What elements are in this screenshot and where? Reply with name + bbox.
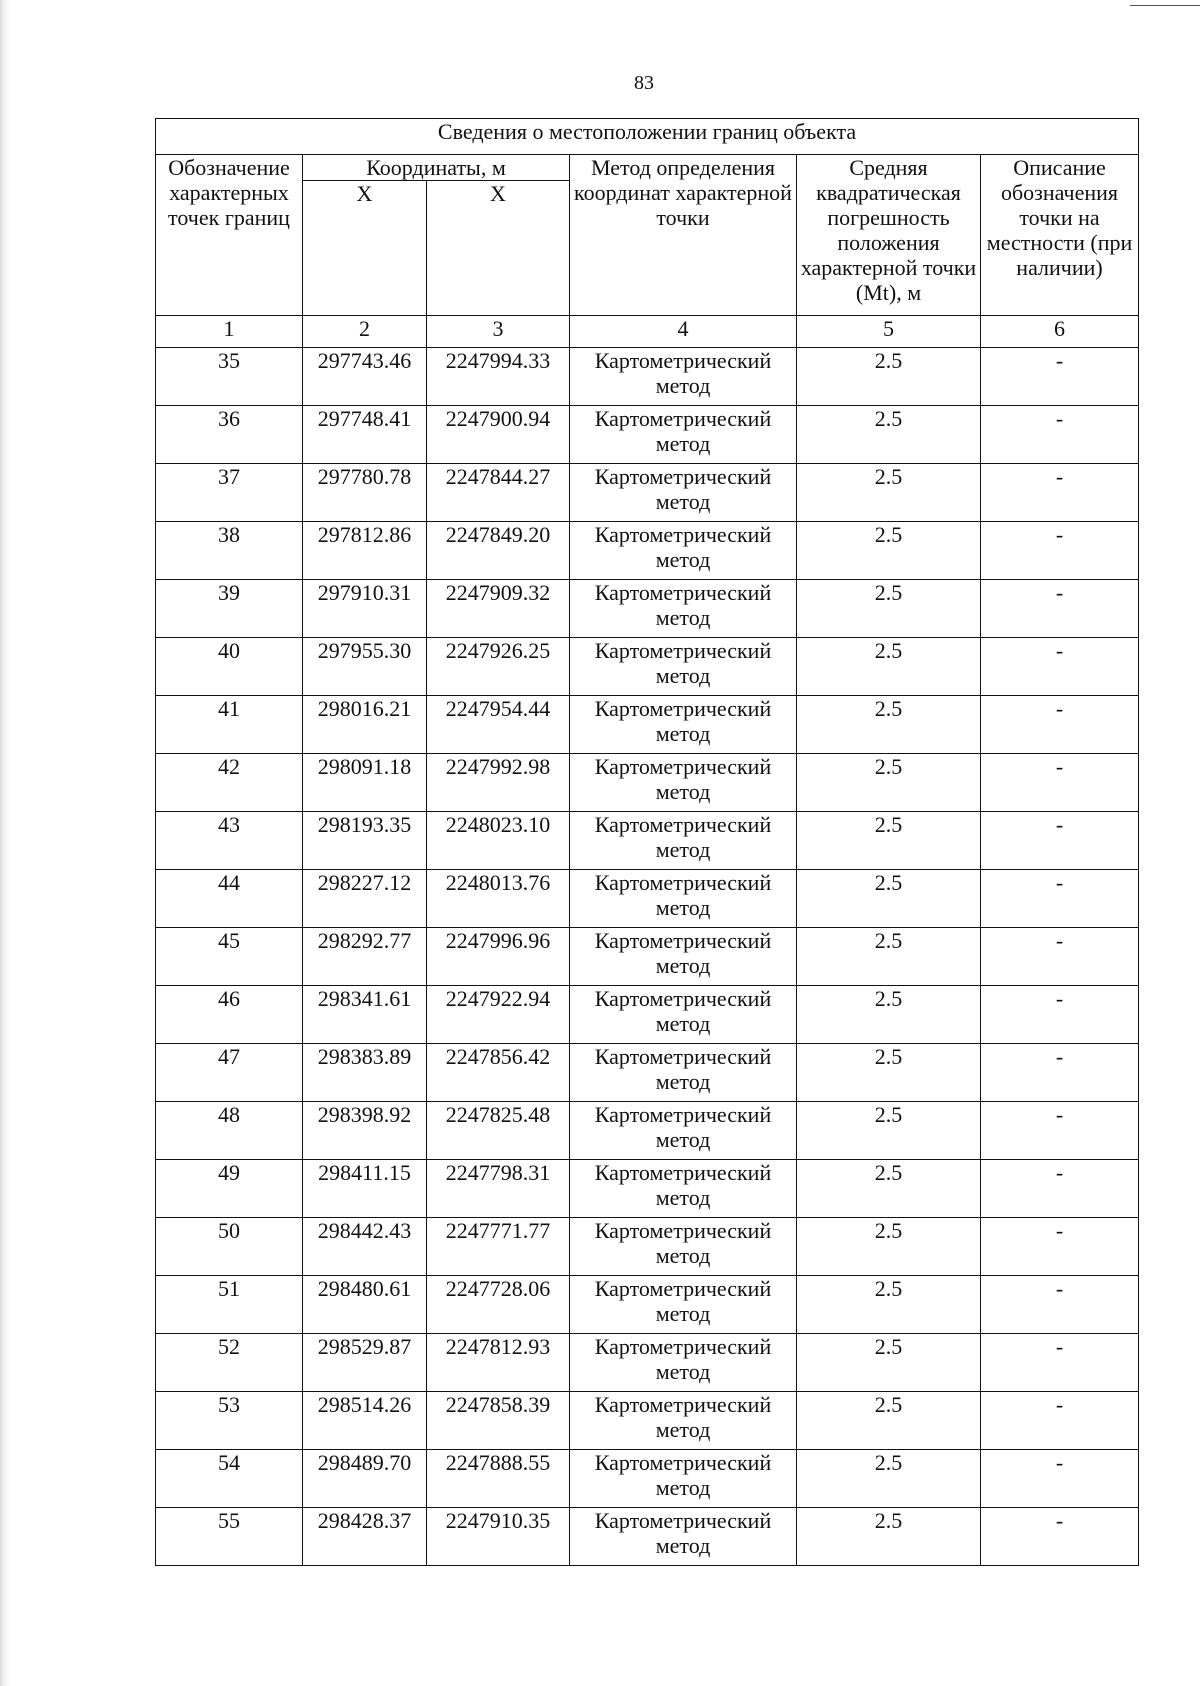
cell-description: - <box>981 1218 1139 1276</box>
cell-y: 2247954.44 <box>427 696 570 754</box>
cell-method: Картометрический метод <box>570 522 797 580</box>
cell-point: 48 <box>156 1102 303 1160</box>
table-row <box>156 1160 1139 1218</box>
cell-x: 298383.89 <box>303 1044 427 1102</box>
column-number: 5 <box>797 316 981 348</box>
scan-top-rule <box>1130 5 1200 6</box>
cell-point: 49 <box>156 1160 303 1218</box>
cell-y: 2247858.39 <box>427 1392 570 1450</box>
cell-y: 2248023.10 <box>427 812 570 870</box>
cell-error: 2.5 <box>797 1276 981 1334</box>
table-row <box>156 638 1139 696</box>
cell-y: 2247849.20 <box>427 522 570 580</box>
cell-y: 2247888.55 <box>427 1450 570 1508</box>
cell-point: 46 <box>156 986 303 1044</box>
cell-error: 2.5 <box>797 638 981 696</box>
header-y: X <box>427 181 570 316</box>
table-row <box>156 812 1139 870</box>
table-row <box>156 870 1139 928</box>
cell-method: Картометрический метод <box>570 580 797 638</box>
cell-method: Картометрический метод <box>570 812 797 870</box>
table-row <box>156 1450 1139 1508</box>
header-x: X <box>303 181 427 316</box>
cell-x: 297910.31 <box>303 580 427 638</box>
cell-error: 2.5 <box>797 696 981 754</box>
cell-y: 2247909.32 <box>427 580 570 638</box>
cell-description: - <box>981 1450 1139 1508</box>
header-description: Описание обозначения точки на местности (при наличии) <box>981 155 1139 316</box>
column-number: 6 <box>981 316 1139 348</box>
cell-description: - <box>981 580 1139 638</box>
cell-method: Картометрический метод <box>570 754 797 812</box>
page-number: 83 <box>634 72 654 94</box>
cell-point: 39 <box>156 580 303 638</box>
cell-description: - <box>981 1276 1139 1334</box>
table-title: Сведения о местоположении границ объекта <box>156 119 1139 155</box>
cell-description: - <box>981 870 1139 928</box>
cell-error: 2.5 <box>797 1450 981 1508</box>
cell-x: 298292.77 <box>303 928 427 986</box>
cell-point: 54 <box>156 1450 303 1508</box>
cell-y: 2247798.31 <box>427 1160 570 1218</box>
cell-method: Картометрический метод <box>570 986 797 1044</box>
cell-point: 37 <box>156 464 303 522</box>
cell-x: 298411.15 <box>303 1160 427 1218</box>
cell-point: 52 <box>156 1334 303 1392</box>
table-row <box>156 1102 1139 1160</box>
cell-y: 2247922.94 <box>427 986 570 1044</box>
cell-point: 51 <box>156 1276 303 1334</box>
cell-x: 297812.86 <box>303 522 427 580</box>
cell-error: 2.5 <box>797 928 981 986</box>
cell-method: Картометрический метод <box>570 1450 797 1508</box>
cell-description: - <box>981 928 1139 986</box>
cell-method: Картометрический метод <box>570 696 797 754</box>
table-title-row <box>156 119 1139 155</box>
cell-method: Картометрический метод <box>570 1392 797 1450</box>
cell-point: 35 <box>156 348 303 406</box>
cell-x: 298529.87 <box>303 1334 427 1392</box>
cell-description: - <box>981 1044 1139 1102</box>
cell-description: - <box>981 812 1139 870</box>
cell-x: 298514.26 <box>303 1392 427 1450</box>
cell-error: 2.5 <box>797 1102 981 1160</box>
table-row <box>156 406 1139 464</box>
cell-point: 44 <box>156 870 303 928</box>
cell-y: 2247856.42 <box>427 1044 570 1102</box>
cell-method: Картометрический метод <box>570 1276 797 1334</box>
cell-x: 298489.70 <box>303 1450 427 1508</box>
cell-y: 2247825.48 <box>427 1102 570 1160</box>
table-row <box>156 1044 1139 1102</box>
cell-method: Картометрический метод <box>570 1218 797 1276</box>
table-row <box>156 1334 1139 1392</box>
cell-error: 2.5 <box>797 986 981 1044</box>
cell-error: 2.5 <box>797 406 981 464</box>
cell-x: 298428.37 <box>303 1508 427 1566</box>
cell-x: 297780.78 <box>303 464 427 522</box>
cell-description: - <box>981 348 1139 406</box>
cell-x: 298227.12 <box>303 870 427 928</box>
cell-y: 2247996.96 <box>427 928 570 986</box>
header-row <box>156 155 1139 181</box>
cell-y: 2247844.27 <box>427 464 570 522</box>
cell-error: 2.5 <box>797 580 981 638</box>
cell-point: 42 <box>156 754 303 812</box>
cell-error: 2.5 <box>797 348 981 406</box>
cell-description: - <box>981 1160 1139 1218</box>
table-row <box>156 580 1139 638</box>
cell-y: 2248013.76 <box>427 870 570 928</box>
cell-error: 2.5 <box>797 1044 981 1102</box>
cell-error: 2.5 <box>797 812 981 870</box>
table-body <box>156 348 1139 1566</box>
cell-description: - <box>981 638 1139 696</box>
header-point: Обозначение характерных точек границ <box>156 155 303 316</box>
cell-description: - <box>981 754 1139 812</box>
cell-point: 43 <box>156 812 303 870</box>
cell-x: 297955.30 <box>303 638 427 696</box>
cell-method: Картометрический метод <box>570 638 797 696</box>
cell-description: - <box>981 464 1139 522</box>
table-row <box>156 1392 1139 1450</box>
cell-x: 298398.92 <box>303 1102 427 1160</box>
cell-y: 2247900.94 <box>427 406 570 464</box>
cell-error: 2.5 <box>797 1334 981 1392</box>
column-number: 4 <box>570 316 797 348</box>
column-number: 1 <box>156 316 303 348</box>
cell-description: - <box>981 1392 1139 1450</box>
cell-method: Картометрический метод <box>570 870 797 928</box>
cell-description: - <box>981 1334 1139 1392</box>
table-row <box>156 1508 1139 1566</box>
cell-point: 40 <box>156 638 303 696</box>
cell-error: 2.5 <box>797 464 981 522</box>
table-row <box>156 1218 1139 1276</box>
cell-method: Картометрический метод <box>570 1508 797 1566</box>
cell-y: 2247992.98 <box>427 754 570 812</box>
cell-description: - <box>981 1508 1139 1566</box>
cell-method: Картометрический метод <box>570 928 797 986</box>
cell-method: Картометрический метод <box>570 1334 797 1392</box>
cell-error: 2.5 <box>797 522 981 580</box>
column-number: 3 <box>427 316 570 348</box>
cell-error: 2.5 <box>797 1392 981 1450</box>
cell-method: Картометрический метод <box>570 1044 797 1102</box>
table-row <box>156 1276 1139 1334</box>
cell-x: 297743.46 <box>303 348 427 406</box>
cell-y: 2247812.93 <box>427 1334 570 1392</box>
cell-y: 2247771.77 <box>427 1218 570 1276</box>
boundary-coordinates-table <box>155 118 1139 1566</box>
cell-method: Картометрический метод <box>570 1160 797 1218</box>
cell-method: Картометрический метод <box>570 464 797 522</box>
table-row <box>156 464 1139 522</box>
cell-point: 36 <box>156 406 303 464</box>
table-row <box>156 928 1139 986</box>
cell-y: 2247910.35 <box>427 1508 570 1566</box>
cell-y: 2247994.33 <box>427 348 570 406</box>
cell-description: - <box>981 986 1139 1044</box>
cell-point: 45 <box>156 928 303 986</box>
cell-description: - <box>981 522 1139 580</box>
cell-point: 47 <box>156 1044 303 1102</box>
table-row <box>156 754 1139 812</box>
cell-method: Картометрический метод <box>570 406 797 464</box>
cell-y: 2247728.06 <box>427 1276 570 1334</box>
cell-error: 2.5 <box>797 1218 981 1276</box>
cell-description: - <box>981 1102 1139 1160</box>
cell-error: 2.5 <box>797 870 981 928</box>
cell-point: 50 <box>156 1218 303 1276</box>
cell-point: 55 <box>156 1508 303 1566</box>
cell-error: 2.5 <box>797 1160 981 1218</box>
cell-error: 2.5 <box>797 1508 981 1566</box>
cell-x: 298341.61 <box>303 986 427 1044</box>
scan-left-edge <box>0 0 10 1686</box>
table-row <box>156 348 1139 406</box>
cell-method: Картометрический метод <box>570 348 797 406</box>
cell-x: 298193.35 <box>303 812 427 870</box>
cell-y: 2247926.25 <box>427 638 570 696</box>
header-coordinates: Координаты, м <box>303 155 570 181</box>
cell-x: 298091.18 <box>303 754 427 812</box>
header-method: Метод определения координат характерной точки <box>570 155 797 316</box>
column-number: 2 <box>303 316 427 348</box>
cell-x: 297748.41 <box>303 406 427 464</box>
cell-x: 298480.61 <box>303 1276 427 1334</box>
cell-x: 298442.43 <box>303 1218 427 1276</box>
cell-x: 298016.21 <box>303 696 427 754</box>
table-row <box>156 522 1139 580</box>
cell-error: 2.5 <box>797 754 981 812</box>
cell-point: 38 <box>156 522 303 580</box>
cell-description: - <box>981 696 1139 754</box>
cell-description: - <box>981 406 1139 464</box>
cell-point: 53 <box>156 1392 303 1450</box>
table-row <box>156 986 1139 1044</box>
table-row <box>156 696 1139 754</box>
header-error: Средняя квадратическая погрешность положения характерной точки (Mt), м <box>797 155 981 316</box>
cell-method: Картометрический метод <box>570 1102 797 1160</box>
column-number-row <box>156 316 1139 348</box>
cell-point: 41 <box>156 696 303 754</box>
